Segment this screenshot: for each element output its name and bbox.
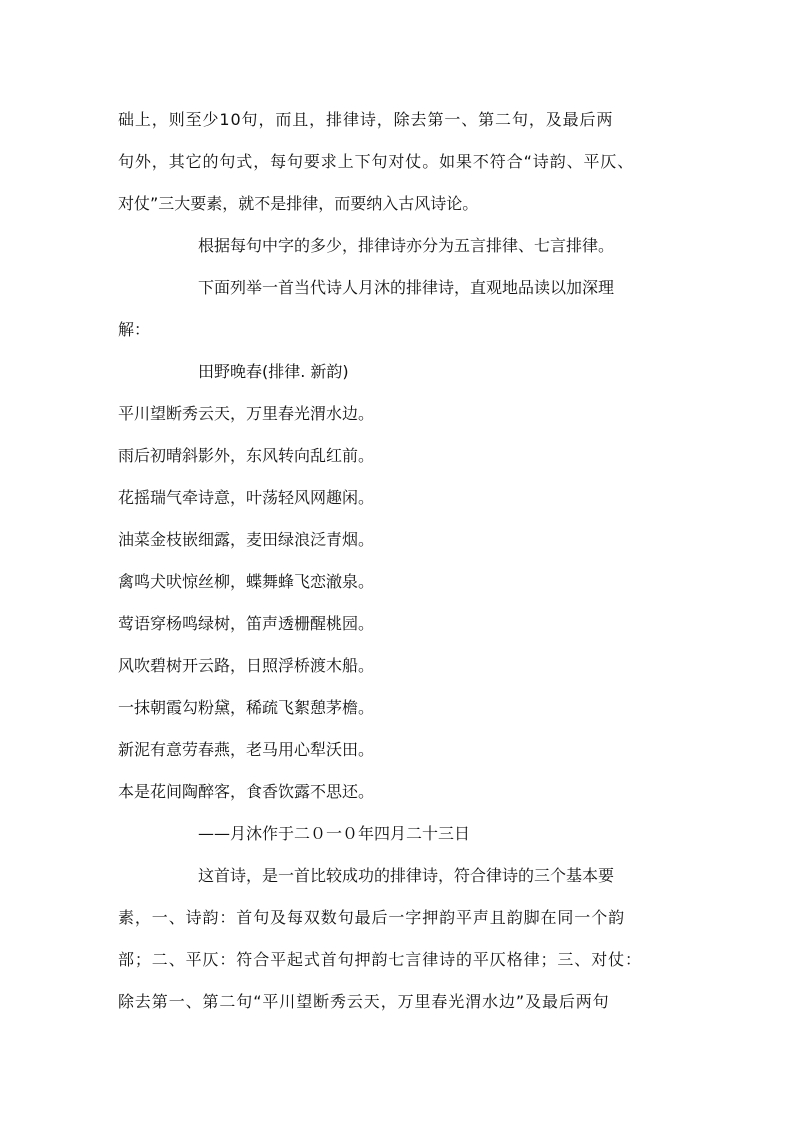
paragraph-line: 根据每句中字的多少，排律诗亦分为五言排律、七言排律。 [198,236,615,255]
poem-line: 禽鸣犬吠惊丝柳，蝶舞蜂飞恋澈泉。 [118,572,375,591]
paragraph-line: 素，一、诗韵：首句及每双数句最后一字押韵平声且韵脚在同一个韵 [118,908,626,927]
poem-line: 雨后初晴斜影外，东风转向乱红前。 [118,446,375,465]
paragraph-line: 除去第一、第二句“平川望断秀云天，万里春光渭水边”及最后两句 [118,992,610,1011]
poem-line: 新泥有意劳春燕，老马用心犁沃田。 [118,740,375,759]
paragraph-line: 这首诗，是一首比较成功的排律诗，符合律诗的三个基本要 [198,866,615,885]
paragraph-line: 对仗”三大要素，就不是排律，而要纳入古风诗论。 [118,194,479,213]
poem-signature: ——月沐作于二０一０年四月二十三日 [198,824,471,843]
poem-title: 田野晚春(排律. 新韵) [198,362,349,381]
poem-line: 花摇瑞气牵诗意，叶荡轻风网趣闲。 [118,488,375,507]
poem-line: 本是花间陶醉客，食香饮露不思还。 [118,782,375,801]
poem-line: 风吹碧树开云路，日照浮桥渡木船。 [118,656,375,675]
paragraph-line: 础上，则至少10句，而且，排律诗，除去第一、第二句，及最后两 [118,110,614,129]
poem-line: 一抹朝霞勾粉黛，稀疏飞絮憩茅檐。 [118,698,375,717]
paragraph-line: 部；二、平仄：符合平起式首句押韵七言律诗的平仄格律；三、对仗： [118,950,642,969]
paragraph-line: 解： [118,320,151,339]
paragraph-line: 下面列举一首当代诗人月沐的排律诗，直观地品读以加深理 [198,278,615,297]
poem-line: 莺语穿杨鸣绿树，笛声透栅醒桃园。 [118,614,375,633]
paragraph-line: 句外，其它的句式，每句要求上下句对仗。如果不符合“诗韵、平仄、 [118,152,635,171]
poem-line: 平川望断秀云天，万里春光渭水边。 [118,404,375,423]
poem-line: 油菜金枝嵌细露，麦田绿浪泛青烟。 [118,530,375,549]
